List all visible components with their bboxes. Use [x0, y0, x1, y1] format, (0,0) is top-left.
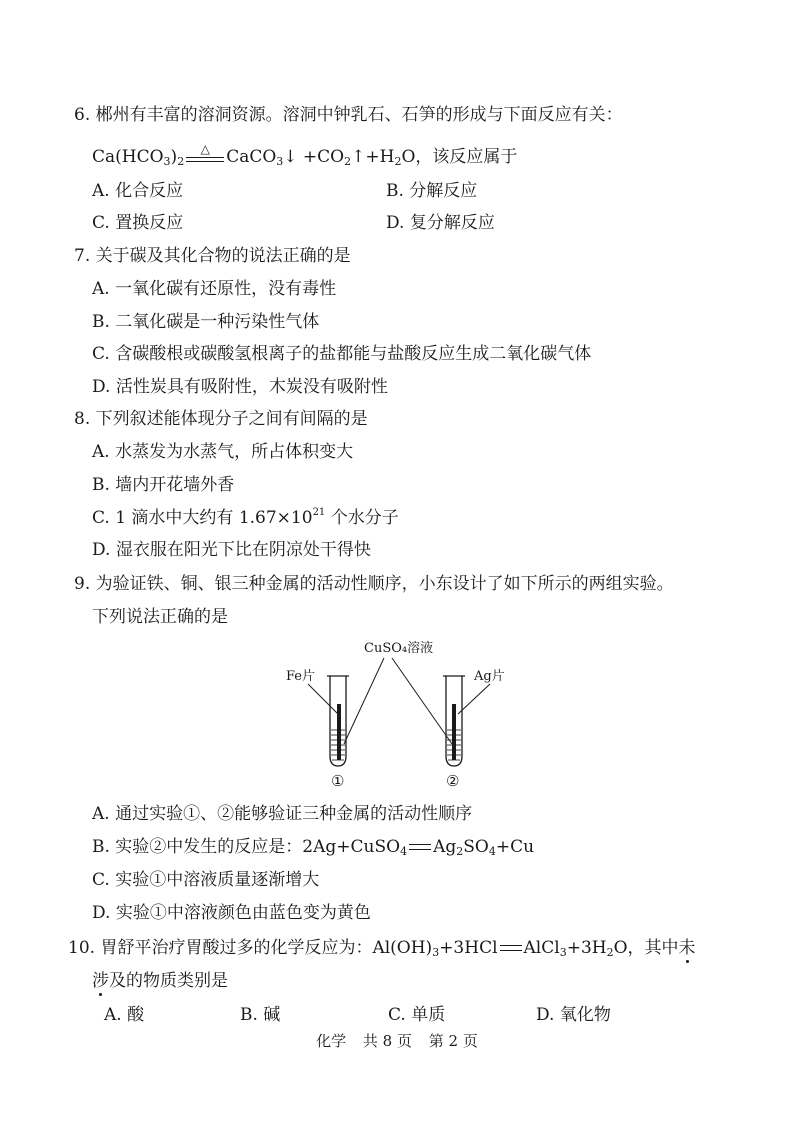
q8-option-b[interactable]: B. 墙内开花墙外香: [92, 475, 235, 495]
q9-option-b-product: Ag: [433, 837, 457, 857]
q6-options-row1: [92, 180, 692, 202]
footer-subject: 化学: [316, 1032, 347, 1050]
q9-option-d[interactable]: D. 实验①中溶液颜色由蓝色变为黄色: [92, 903, 371, 923]
q6-eq-paren: ): [170, 147, 178, 167]
q6-eq-suffix: O，该反应属于: [401, 147, 518, 167]
label-cuso4-solution: CuSO₄溶液: [364, 641, 434, 656]
leader-solution-1: [344, 658, 384, 744]
q7-option-a[interactable]: A. 一氧化碳有还原性，没有毒性: [92, 279, 337, 299]
q10-emphasis-char: 未: [678, 938, 696, 958]
q7-option-b[interactable]: B. 二氧化碳是一种污染性气体: [92, 312, 320, 332]
q7-option-d[interactable]: D. 活性炭具有吸附性，木炭没有吸附性: [92, 377, 388, 397]
q10-sub: 3: [432, 946, 440, 959]
q6-stem: 6. 郴州有丰富的溶洞资源。溶洞中钟乳石、石笋的形成与下面反应有关：: [74, 105, 623, 125]
q10-stem-line2: [92, 970, 228, 992]
q9-option-b-sub: 2: [456, 845, 464, 858]
q9-option-b-equals-sign: [407, 836, 433, 858]
leader-fe: [308, 684, 338, 714]
q10-option-b[interactable]: B. 碱: [240, 1005, 281, 1025]
q6-eq-sub: 2: [394, 155, 402, 168]
leader-ag: [458, 684, 490, 714]
q10-sub: 2: [606, 946, 614, 959]
q10-emphasis-char-2: 涉: [92, 971, 109, 991]
q9-stem-line1: 9. 为验证铁、铜、银三种金属的活动性顺序，小东设计了如下所示的两组实验。: [74, 574, 674, 594]
ag-plate: [452, 704, 456, 760]
q6-option-b[interactable]: B. 分解反应: [386, 181, 478, 201]
q9-option-b-sub: 4: [400, 845, 408, 858]
q6-option-d[interactable]: D. 复分解反应: [386, 213, 495, 233]
q7-option-c[interactable]: C. 含碳酸根或碳酸氢根离子的盐都能与盐酸反应生成二氧化碳气体: [92, 344, 592, 364]
q9-option-b-product2: SO: [463, 837, 489, 857]
tube-1-label: ①: [331, 772, 345, 790]
q8-option-c-suffix: 个水分子: [325, 508, 399, 528]
q6-eq-product2: ↓ +CO: [283, 147, 345, 167]
q10-sub: 3: [559, 946, 567, 959]
q10-equals-sign: [498, 937, 524, 959]
q9-option-a[interactable]: A. 通过实验①、②能够验证三种金属的活动性顺序: [92, 804, 473, 824]
fe-plate: [337, 704, 341, 760]
q6-equation: [92, 142, 518, 168]
q10-stem-line2-text: 及的物质类别是: [109, 971, 228, 991]
q10-option-c[interactable]: C. 单质: [388, 1005, 446, 1025]
q6-eq-sub: 3: [163, 155, 171, 168]
q9-option-b-prefix: B. 实验②中发生的反应是：2Ag+CuSO: [92, 837, 401, 857]
q6-eq-sub: 2: [177, 155, 185, 168]
footer-total-pages: 共 8 页: [362, 1032, 412, 1050]
q9-option-c[interactable]: C. 实验①中溶液质量逐渐增大: [92, 870, 320, 890]
q7-stem: 7. 关于碳及其化合物的说法正确的是: [74, 246, 351, 266]
q6-eq-product1: CaCO: [226, 147, 277, 167]
q6-eq-reactant: Ca(HCO: [92, 147, 164, 167]
q9-option-b-suffix: +Cu: [495, 837, 535, 857]
tube-2-label: ②: [446, 772, 460, 790]
q6-option-a[interactable]: A. 化合反应: [92, 181, 184, 201]
q8-option-c-exponent: 21: [312, 507, 326, 518]
page-footer: [0, 1030, 794, 1051]
q9-experiment-figure: [280, 634, 520, 794]
label-ag-plate: Ag片: [474, 669, 505, 684]
leader-solution-2: [392, 658, 452, 744]
q6-option-c[interactable]: C. 置换反应: [92, 213, 184, 233]
q6-eq-heat-sign: [184, 142, 226, 168]
q8-option-d[interactable]: D. 湿衣服在阳光下比在阴凉处干得快: [92, 540, 371, 560]
footer-page-number: 第 2 页: [428, 1032, 478, 1050]
q10-stem-suffix: O，其中: [613, 938, 679, 958]
label-fe-plate: Fe片: [286, 669, 316, 684]
q10-option-d[interactable]: D. 氧化物: [536, 1005, 611, 1025]
q10-options-row: [104, 1004, 664, 1026]
q8-option-a[interactable]: A. 水蒸发为水蒸气，所占体积变大: [92, 442, 354, 462]
q10-product2: +3H: [566, 938, 607, 958]
q6-eq-product3: ↑+H: [351, 147, 395, 167]
q10-reactant2: +3HCl: [439, 938, 498, 958]
q6-eq-condition: △: [200, 142, 210, 156]
q10-stem-line1: [68, 937, 696, 959]
q6-options-row2: [92, 212, 692, 234]
q10-stem-prefix: 10. 胃舒平治疗胃酸过多的化学反应为：Al(OH): [68, 938, 433, 958]
q8-option-c-prefix: C. 1 滴水中大约有 1.67×10: [92, 508, 313, 528]
q9-option-b-sub: 4: [488, 845, 496, 858]
test-tube-1: [327, 676, 349, 766]
q6-eq-sub: 2: [344, 155, 352, 168]
q8-option-c[interactable]: [92, 507, 399, 529]
q8-stem: 8. 下列叙述能体现分子之间有间隔的是: [74, 409, 368, 429]
q10-product1: AlCl: [523, 938, 560, 958]
q9-option-b[interactable]: [92, 836, 534, 858]
q10-option-a[interactable]: A. 酸: [104, 1005, 145, 1025]
q6-eq-sub: 3: [276, 155, 284, 168]
q9-stem-line2: 下列说法正确的是: [92, 607, 228, 627]
test-tube-2: [443, 676, 465, 766]
